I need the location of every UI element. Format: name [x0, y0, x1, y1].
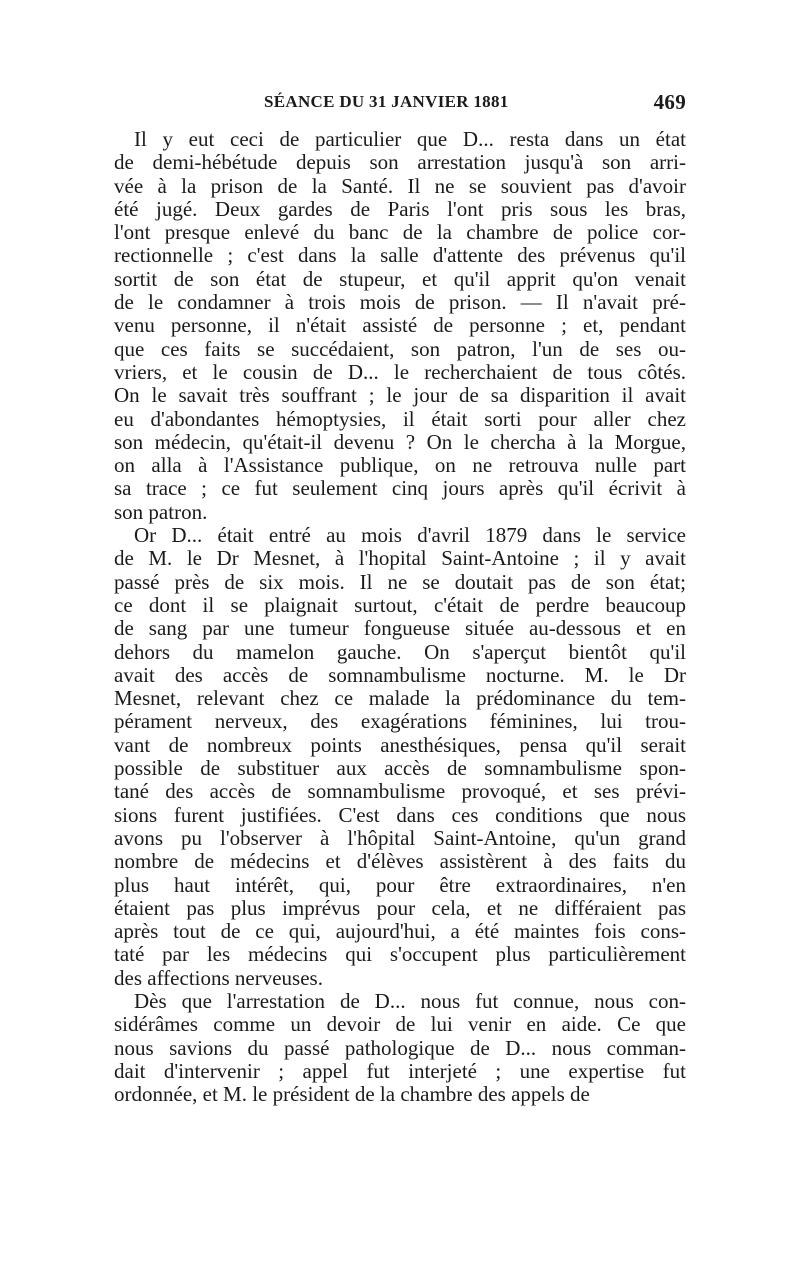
text-line: sidérâmes comme un devoir de lui venir en aide. Ce que [114, 1012, 686, 1037]
text-line: venu personne, il n'était assisté de personne ; et, pendant [114, 313, 686, 338]
text-line: passé près de six mois. Il ne se doutait pas de son état; [114, 569, 686, 594]
text-line: on alla à l'Assistance publique, on ne retrouva nulle part [114, 453, 686, 478]
text-line: Mesnet, relevant chez ce malade la prédominance du tem- [114, 686, 686, 711]
text-line: tané des accès de somnambulisme provoqué, et ses prévi- [114, 779, 686, 804]
text-line: des affections nerveuses. [114, 965, 323, 990]
running-header [114, 86, 686, 116]
text-line: Dès que l'arrestation de D... nous fut connue, nous con- [134, 988, 686, 1013]
text-line: sortit de son état de stupeur, et qu'il apprit qu'on venait [114, 266, 686, 291]
text-line: son médecin, qu'était-il devenu ? On le chercha à la Morgue, [114, 429, 686, 454]
text-line: dehors du mamelon gauche. On s'aperçut bientôt qu'il [114, 639, 686, 664]
text-line: de M. le Dr Mesnet, à l'hopital Saint-Antoine ; il y avait [114, 546, 686, 571]
text-line: dait d'intervenir ; appel fut interjeté ; une expertise fut [114, 1058, 686, 1083]
text-line: rectionnelle ; c'est dans la salle d'attente des prévenus qu'il [114, 243, 686, 268]
text-line: été jugé. Deux gardes de Paris l'ont pris sous les bras, [114, 196, 686, 221]
page-number: 469 [653, 90, 686, 114]
text-line: que ces faits se succédaient, son patron, l'un de ses ou- [114, 336, 686, 361]
text-line: de sang par une tumeur fongueuse située au-dessous et en [114, 616, 686, 641]
text-line: vriers, et le cousin de D... le recherchaient de tous côtés. [114, 359, 686, 384]
text-line: avons pu l'observer à l'hôpital Saint-Antoine, qu'un grand [114, 825, 686, 850]
running-title: SÉANCE DU 31 JANVIER 1881 [264, 92, 509, 111]
text-line: eu d'abondantes hémoptysies, il était sorti pour aller chez [114, 406, 686, 431]
text-line: l'ont presque enlevé du banc de la chambre de police cor- [114, 220, 686, 245]
text-line: sa trace ; ce fut seulement cinq jours après qu'il écrivit à [114, 476, 686, 501]
text-line: nous savions du passé pathologique de D... nous comman- [114, 1035, 686, 1060]
text-line: son patron. [114, 499, 208, 524]
text-line: possible de substituer aux accès de somnambulisme spon- [114, 756, 686, 781]
text-line: vant de nombreux points anesthésiques, pensa qu'il serait [114, 732, 686, 757]
text-line: de le condamner à trois mois de prison. — Il n'avait pré- [114, 290, 686, 315]
text-line: de demi-hébétude depuis son arrestation jusqu'à son arri- [114, 150, 686, 175]
text-line: nombre de médecins et d'élèves assistèrent à des faits du [114, 849, 686, 874]
text-line: Il y eut ceci de particulier que D... resta dans un état [134, 127, 686, 151]
body-text [114, 128, 686, 1106]
text-line: sions furent justifiées. C'est dans ces conditions que nous [114, 802, 686, 827]
text-line: vée à la prison de la Santé. Il ne se souvient pas d'avoir [114, 173, 686, 198]
text-line: avait des accès de somnambulisme nocturne. M. le Dr [114, 662, 686, 687]
text-line: plus haut intérêt, qui, pour être extraordinaires, n'en [114, 872, 686, 897]
paragraph [114, 128, 686, 524]
text-line: Or D... était entré au mois d'avril 1879 dans le service [134, 523, 686, 548]
text-line: On le savait très souffrant ; le jour de sa disparition il avait [114, 383, 686, 408]
text-line: pérament nerveux, des exagérations féminines, lui trou- [114, 709, 686, 734]
paragraph [114, 990, 686, 1106]
text-line: ce dont il se plaignait surtout, c'était de perdre beaucoup [114, 592, 686, 617]
text-line: taté par les médecins qui s'occupent plus particulièrement [114, 942, 686, 967]
text-line: étaient pas plus imprévus pour cela, et ne différaient pas [114, 895, 686, 920]
paragraph [114, 524, 686, 990]
text-line: après tout de ce qui, aujourd'hui, a été maintes fois cons- [114, 919, 686, 944]
text-line: ordonnée, et M. le président de la chambre des appels de [114, 1082, 590, 1107]
